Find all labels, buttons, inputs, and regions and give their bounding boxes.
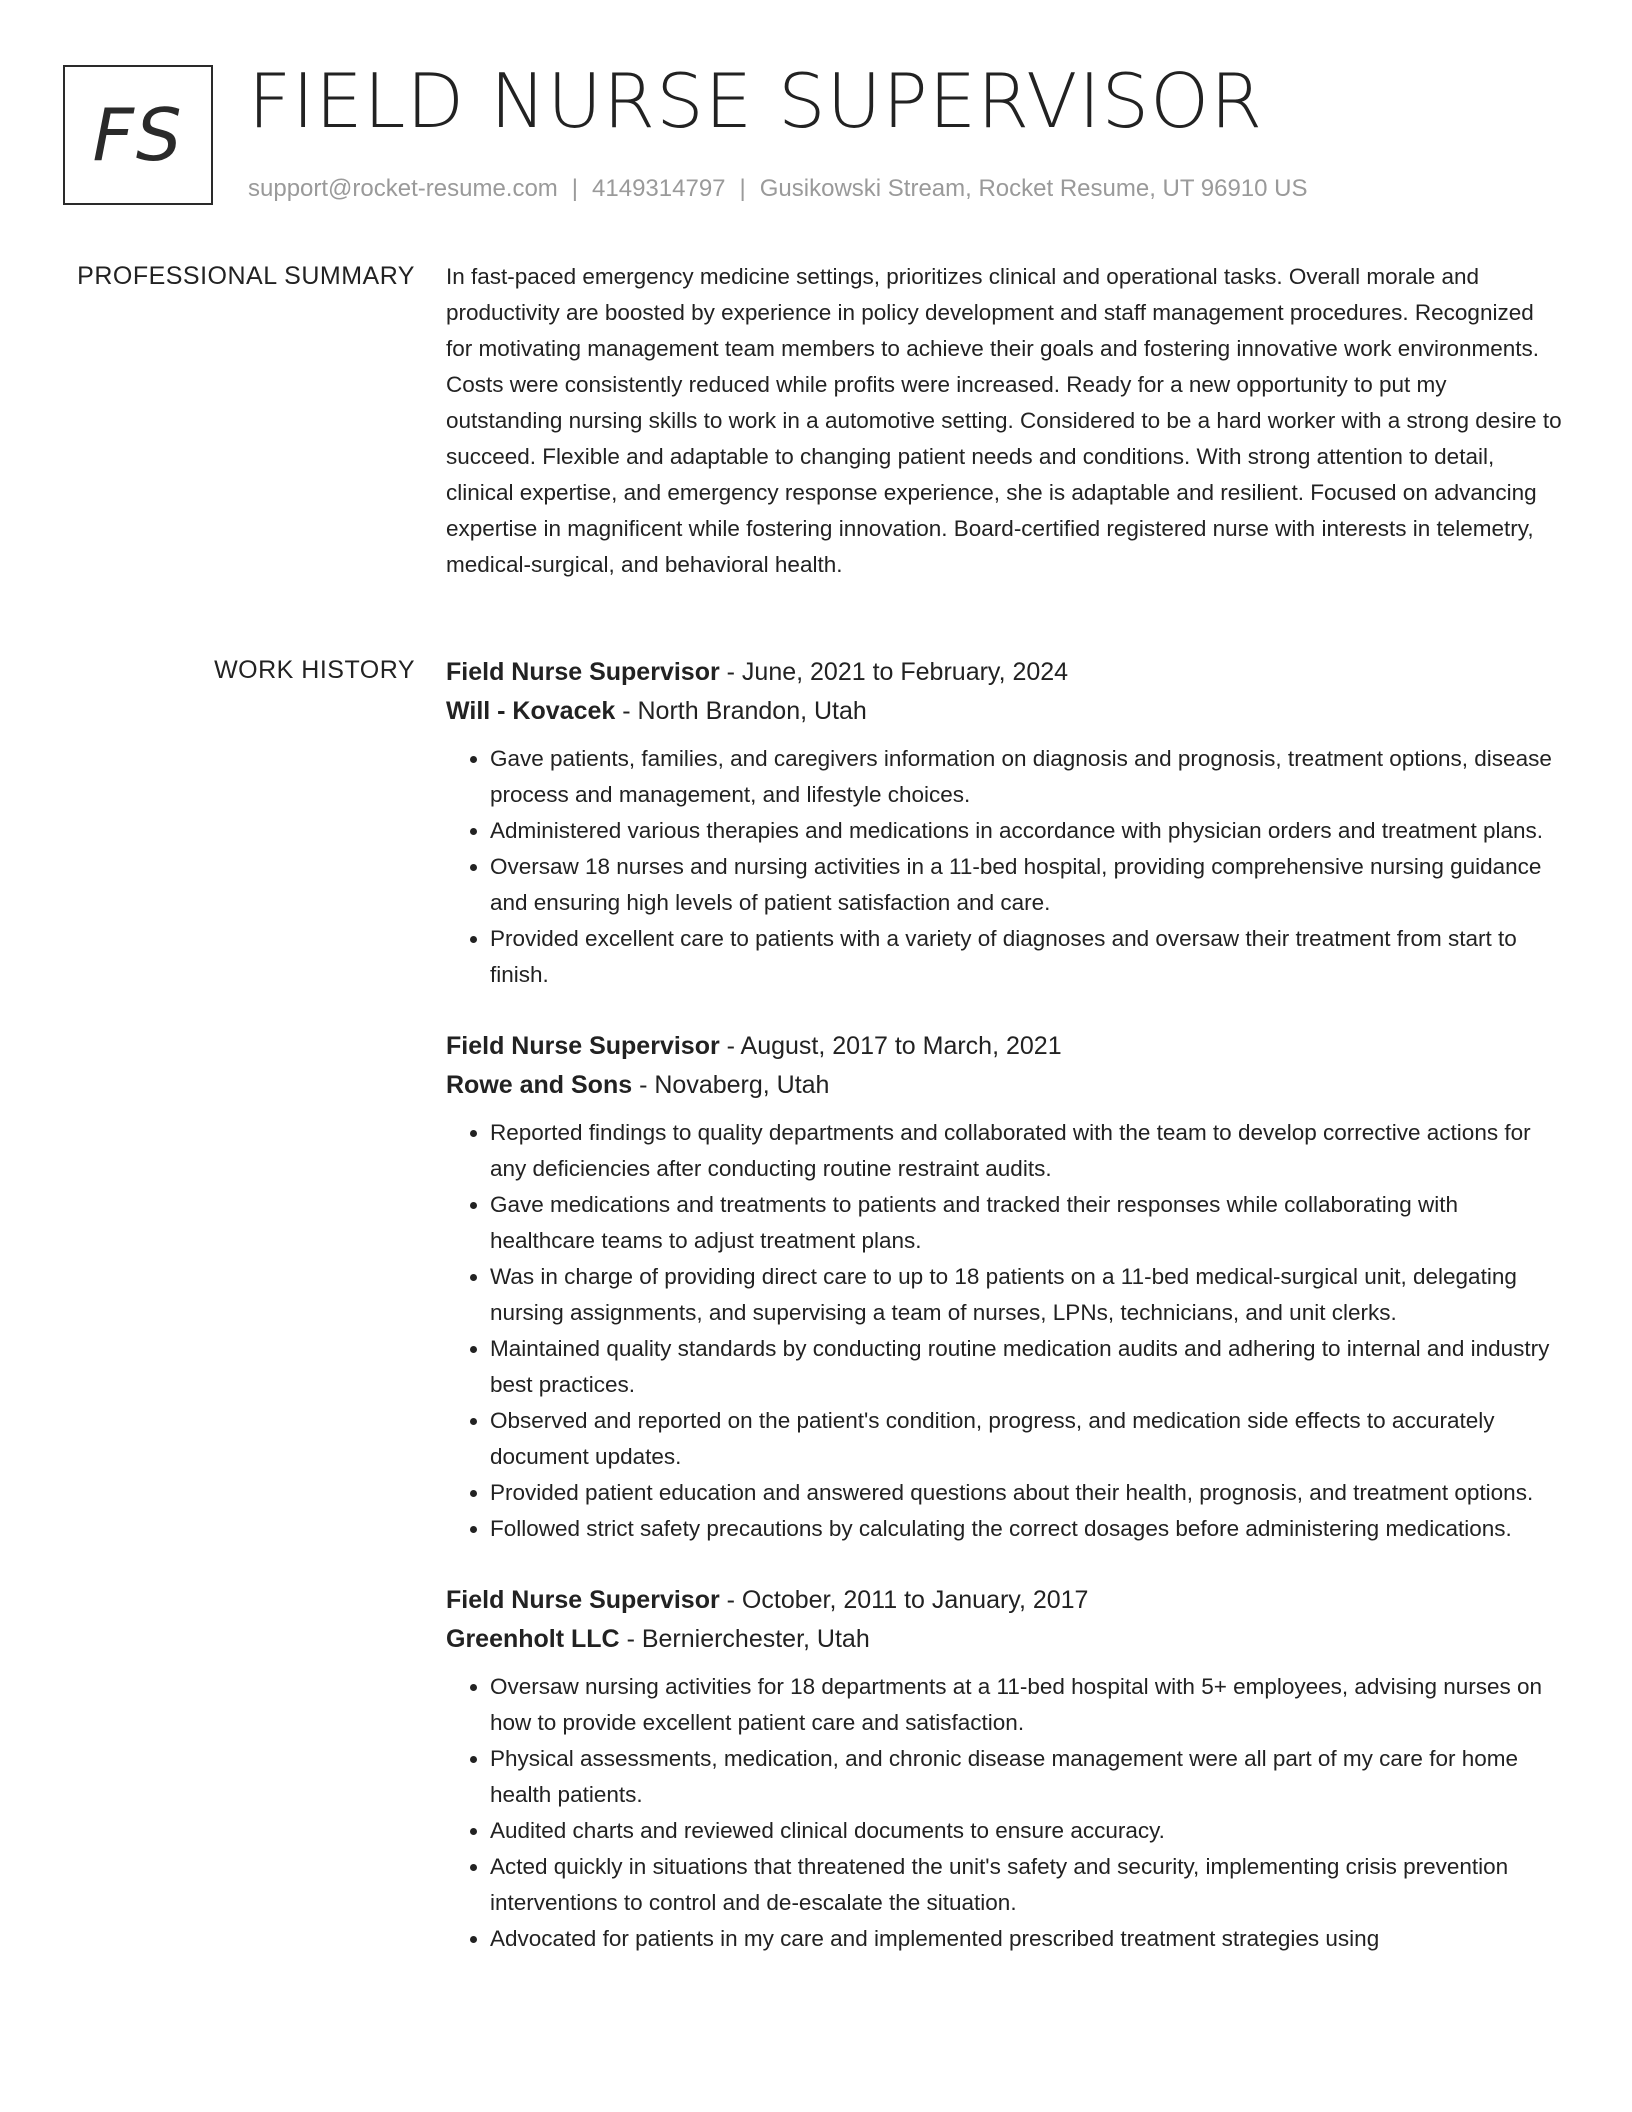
summary-text: In fast-paced emergency medicine settings, prioritizes clinical and operational tasks. Overall morale and productivity are boosted by experience in policy development and staff management procedures. Recognized for motivating management team members to achieve their goals and fostering innovative work environments. Costs were consistently reduced while profits were increased. Ready for a new opportunity to put my outstanding nursing skills to work in a automotive setting. Considered to be a hard worker with a strong desire to succeed. Flexible and adaptable to changing patient needs and conditions. With strong attention to detail, clinical expertise, and emergency response experience, she is adaptable and resilient. Focused on advancing expertise in magnificent while fostering innovation. Board-certified registered nurse with interests in telemetry, medical-surgical, and behavioral health. — [446, 264, 1562, 577]
job-bullet: • Physical assessments, medication, and chronic disease management were all part of my care for home health patients. — [490, 1741, 1566, 1813]
monogram-box — [63, 65, 213, 205]
job-title-line — [446, 1027, 1566, 1066]
job-bullet: • Reported findings to quality departments and collaborated with the team to develop corrective actions for any deficiencies after conducting routine restraint audits. — [490, 1115, 1566, 1187]
contact-line — [248, 174, 1308, 204]
job-bullet: • Administered various therapies and medications in accordance with physician orders and treatment plans. — [490, 813, 1566, 849]
page-title: FIELD NURSE SUPERVISOR — [248, 57, 1264, 145]
job-dates: - June, 2021 to February, 2024 — [726, 658, 1069, 686]
contact-separator: | — [739, 175, 746, 202]
contact-email[interactable]: support@rocket-resume.com — [248, 175, 558, 202]
job-bullet: • Provided excellent care to patients with a variety of diagnoses and oversaw their treatment from start to finish. — [490, 921, 1566, 993]
job-bullet: • Oversaw nursing activities for 18 departments at a 11-bed hospital with 5+ employees, advising nurses on how to provide excellent patient care and satisfaction. — [490, 1669, 1566, 1741]
job-title: Field Nurse Supervisor — [446, 658, 720, 686]
job-title-line — [446, 1581, 1566, 1620]
job-bullet: • Oversaw 18 nurses and nursing activities in a 11-bed hospital, providing comprehensive nursing guidance and ensuring high levels of patient satisfaction and care. — [490, 849, 1566, 921]
job-bullets — [446, 741, 1566, 993]
job-location: - North Brandon, Utah — [622, 697, 867, 725]
job-bullets — [446, 1669, 1566, 1957]
job-dates: - October, 2011 to January, 2017 — [726, 1586, 1089, 1614]
job-title: Field Nurse Supervisor — [446, 1032, 720, 1060]
job-bullet: • Advocated for patients in my care and implemented prescribed treatment strategies using — [490, 1921, 1566, 1957]
job-location: - Bernierchester, Utah — [626, 1625, 870, 1653]
job-title: Field Nurse Supervisor — [446, 1586, 720, 1614]
job-entry — [446, 1581, 1566, 1957]
job-bullet: • Observed and reported on the patient's condition, progress, and medication side effects to accurately document updates. — [490, 1403, 1566, 1475]
contact-phone[interactable]: 4149314797 — [592, 175, 726, 202]
job-bullet: • Was in charge of providing direct care to up to 18 patients on a 11-bed medical-surgical unit, delegating nursing assignments, and supervising a team of nurses, LPNs, technicians, and unit clerks. — [490, 1259, 1566, 1331]
job-dates: - August, 2017 to March, 2021 — [726, 1032, 1062, 1060]
job-bullet: • Gave patients, families, and caregivers information on diagnosis and prognosis, treatment options, disease process and management, and lifestyle choices. — [490, 741, 1566, 813]
job-entry — [446, 653, 1566, 993]
monogram-initials: FS — [92, 93, 184, 177]
job-bullet: • Maintained quality standards by conducting routine medication audits and adhering to internal and industry best practices. — [490, 1331, 1566, 1403]
job-company-line — [446, 1066, 1566, 1105]
job-location: - Novaberg, Utah — [639, 1071, 830, 1099]
job-bullets — [446, 1115, 1566, 1547]
summary-section — [446, 259, 1566, 583]
work-history-section — [446, 653, 1566, 1991]
contact-separator: | — [571, 175, 579, 202]
job-bullet: • Followed strict safety precautions by calculating the correct dosages before administering medications. — [490, 1511, 1566, 1547]
job-title-line — [446, 653, 1566, 692]
work-history-section-label: WORK HISTORY — [214, 656, 415, 684]
job-company-line — [446, 1620, 1566, 1659]
job-bullet: • Acted quickly in situations that threatened the unit's safety and security, implementing crisis prevention interventions to control and de-escalate the situation. — [490, 1849, 1566, 1921]
job-entry — [446, 1027, 1566, 1547]
job-bullet: • Gave medications and treatments to patients and tracked their responses while collaborating with healthcare teams to adjust treatment plans. — [490, 1187, 1566, 1259]
job-company-line — [446, 692, 1566, 731]
summary-section-label: PROFESSIONAL SUMMARY — [77, 262, 415, 290]
job-bullet: • Provided patient education and answered questions about their health, prognosis, and treatment options. — [490, 1475, 1566, 1511]
contact-address: Gusikowski Stream, Rocket Resume, UT 96910 US — [759, 175, 1308, 202]
job-company: Greenholt LLC — [446, 1625, 620, 1653]
job-bullet: • Audited charts and reviewed clinical documents to ensure accuracy. — [490, 1813, 1566, 1849]
job-company: Will - Kovacek — [446, 697, 616, 725]
job-company: Rowe and Sons — [446, 1071, 633, 1099]
